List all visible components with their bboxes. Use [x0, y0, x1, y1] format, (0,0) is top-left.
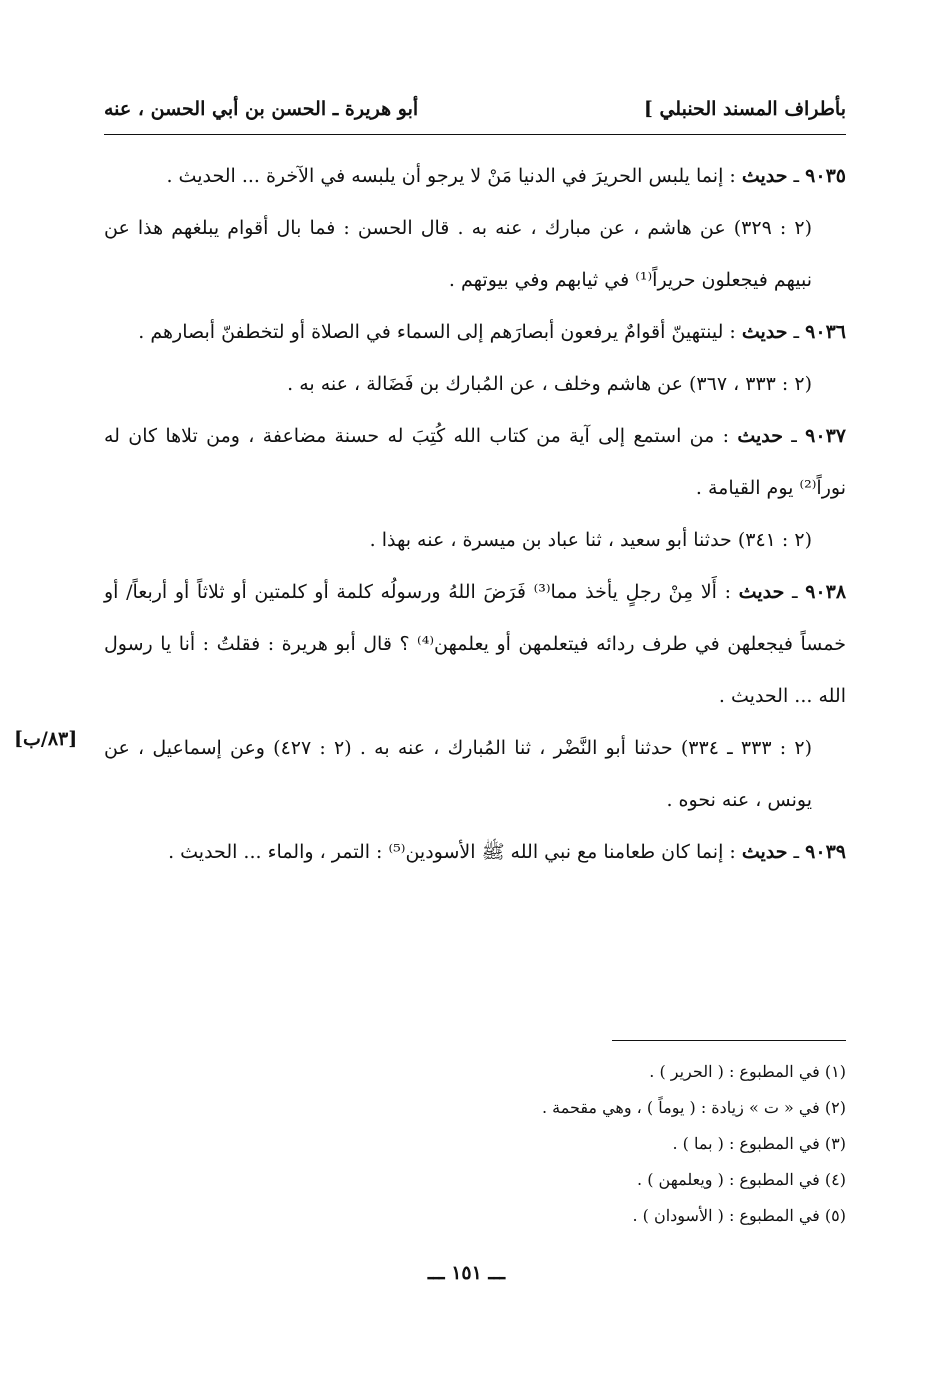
header-rule [104, 134, 846, 135]
hadith-text: : أَلا مِنْ رجلٍ يأخذ مما⁽³⁾ فَرَضَ اللهُ ورسولُه كلمة أو كلمتين أو ثلاثاً أو أربعاً/ أو خمساً فيجعلهن في طرف ردائه فيتعلمهن أو يعلمهن⁽⁴⁾ ؟ قال أبو هريرة : فقلتُ : أنا يا رسول الله ... الحديث . [104, 581, 846, 707]
hadith-text: : من استمع إلى آية من كتاب الله كُتِبَ له حسنة مضاعفة ، ومن تلاها كان له نوراً⁽²⁾ يوم القيامة . [104, 425, 846, 499]
running-header [104, 92, 846, 132]
hadith-entry: ٩٠٣٨ ـ حديث : أَلا مِنْ رجلٍ يأخذ مما⁽³⁾ فَرَضَ اللهُ ورسولُه كلمة أو كلمتين أو ثلاثاً أو أربعاً/ أو خمساً فيجعلهن في طرف ردائه فيتعلمهن أو يعلمهن⁽⁴⁾ ؟ قال أبو هريرة : فقلتُ : أنا يا رسول الله ... الحديث . [104, 581, 847, 707]
hadith-entry: ٩٠٣٩ ـ حديث : إنما كان طعامنا مع نبي الله ﷺ الأسودين⁽⁵⁾ : التمر ، والماء ... الحديث . [168, 841, 846, 863]
hadith-source: (٢ : ٣٣٣ ـ ٣٣٤) حدثنا أبو النَّضْر ، ثنا المُبارك ، عنه به . (٢ : ٤٢٧) وعن إسماعيل ، عن يونس ، عنه نحوه . [104, 737, 812, 811]
header-chapter-title: أبو هريرة ـ الحسن بن أبي الحسن ، عنه [104, 98, 419, 120]
hadith-number: ٩٠٣٦ [805, 321, 846, 343]
hadith-source: (٢ : ٣٣٣ ، ٣٦٧) عن هاشم وخلف ، عن المُبارك بن فَضَالة ، عنه به . [287, 373, 812, 395]
manuscript-folio-marker: [٨٣/ب] [14, 728, 78, 750]
hadith-keyword: حديث [741, 321, 788, 343]
hadith-source: (٢ : ٣٤١) حدثنا أبو سعيد ، ثنا عباد بن ميسرة ، عنه بهذا . [369, 529, 812, 551]
hadith-keyword: حديث [737, 425, 783, 447]
hadith-keyword: حديث [741, 841, 788, 863]
hadith-number: ٩٠٣٥ [805, 165, 846, 187]
header-book-title: بأطراف المسند الحنبلي ] [643, 98, 846, 120]
hadith-entry: ٩٠٣٦ ـ حديث : لينتهينّ أقوامٌ يرفعون أبصارَهم إلى السماء في الصلاة أو لتخطفنّ أبصارهم . [138, 321, 846, 343]
hadith-number: ٩٠٣٨ [805, 581, 847, 603]
page-number: ـــ ١٥١ ـــ [427, 1262, 506, 1284]
hadith-keyword: حديث [738, 581, 785, 603]
hadith-entry: ٩٠٣٥ ـ حديث : إنما يلبس الحريرَ في الدنيا مَنْ لا يرجو أن يلبسه في الآخرة ... الحديث . [166, 165, 846, 187]
footnote: (٢) في « ت » زيادة : ( يوماً ) ، وهي مقحمة . [542, 1098, 846, 1117]
footnote: (٤) في المطبوع : ( ويعلمهن ) . [637, 1170, 846, 1189]
footnote: (١) في المطبوع : ( الحرير ) . [649, 1062, 846, 1081]
hadith-keyword: حديث [741, 165, 788, 187]
hadith-text: : إنما يلبس الحريرَ في الدنيا مَنْ لا يرجو أن يلبسه في الآخرة ... الحديث . [166, 165, 736, 187]
hadith-number: ٩٠٣٧ [805, 425, 846, 447]
hadith-source: (٢ : ٣٢٩) عن هاشم ، عن مبارك ، عنه به . قال الحسن : فما بال أقوام يبلغهم هذا عن نبيهم فيجعلون حريراً⁽¹⁾ في ثيابهم وفي بيوتهم . [104, 217, 813, 291]
footnotes [104, 1054, 846, 1234]
hadith-body [104, 150, 846, 878]
hadith-entry: ٩٠٣٧ ـ حديث : من استمع إلى آية من كتاب الله كُتِبَ له حسنة مضاعفة ، ومن تلاها كان له نوراً⁽²⁾ يوم القيامة . [104, 425, 846, 499]
footnote: (٥) في المطبوع : ( الأسودان ) . [632, 1206, 846, 1225]
hadith-number: ٩٠٣٩ [805, 841, 846, 863]
footnote: (٣) في المطبوع : ( بما ) . [672, 1134, 846, 1153]
hadith-text: : لينتهينّ أقوامٌ يرفعون أبصارَهم إلى السماء في الصلاة أو لتخطفنّ أبصارهم . [138, 321, 736, 343]
footnote-rule [612, 1040, 846, 1041]
hadith-text: : إنما كان طعامنا مع نبي الله ﷺ الأسودين⁽⁵⁾ : التمر ، والماء ... الحديث . [168, 841, 736, 863]
